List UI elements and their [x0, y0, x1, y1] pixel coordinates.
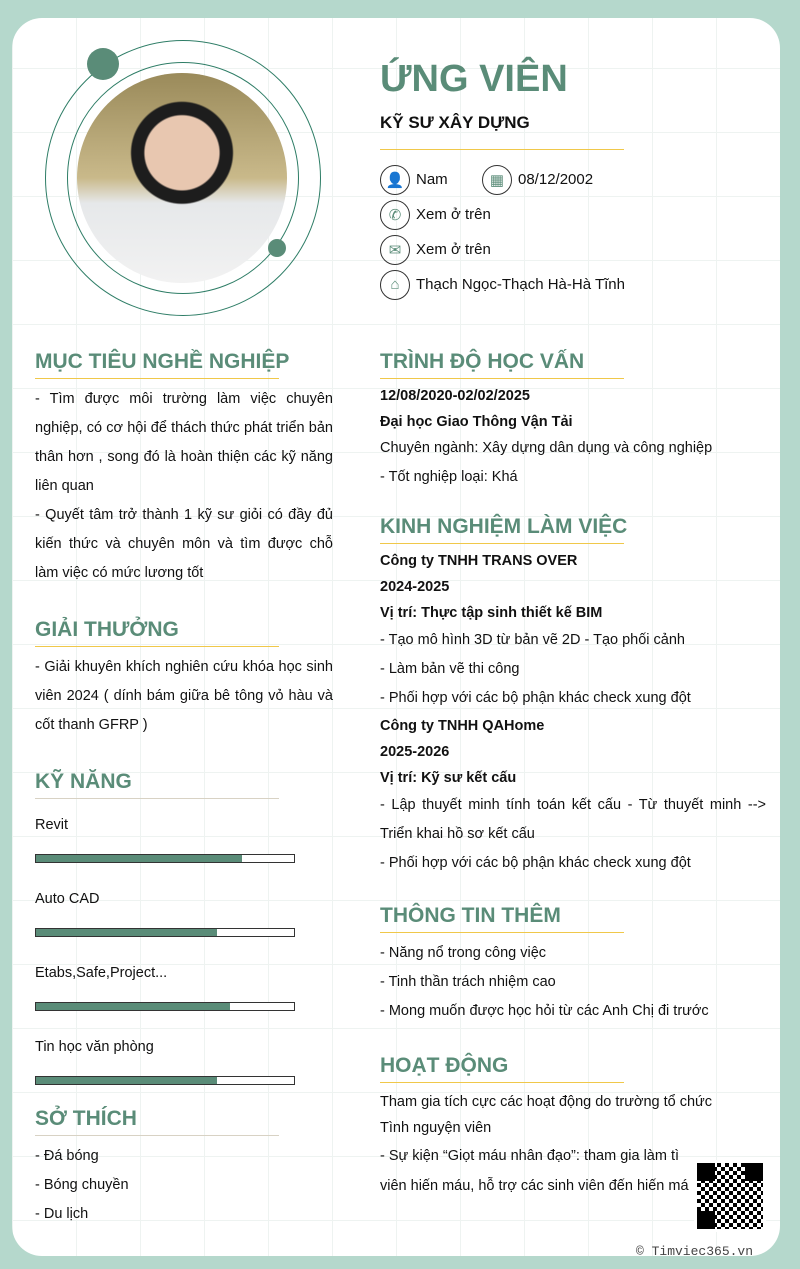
- skill-bar-fill: [36, 1077, 217, 1084]
- job-role: Vị trí: Kỹ sư kết cấu: [380, 770, 517, 786]
- avatar: [77, 73, 287, 283]
- objective-text: - Quyết tâm trở thành 1 kỹ sư giỏi có đầy đủ kiến thức và chuyên môn và tìm được chỗ làm việc có mức lương tốt: [35, 507, 333, 581]
- skill-bar-fill: [36, 1003, 230, 1010]
- experience-heading: KINH NGHIỆM LÀM VIỆC: [380, 515, 624, 544]
- skill-name: Etabs,Safe,Project...: [35, 965, 168, 981]
- objective-heading: MỤC TIÊU NGHỀ NGHIỆP: [35, 350, 279, 379]
- job-line: - Phối hợp với các bộ phận khác check xung đột: [380, 690, 691, 706]
- watermark: © Timviec365.vn: [636, 1244, 754, 1259]
- education-period: 12/08/2020-02/02/2025: [380, 388, 530, 404]
- activity-item: Tham gia tích cực các hoạt động do trường tổ chức: [380, 1094, 713, 1110]
- extra-item: - Năng nổ trong công việc: [380, 945, 547, 961]
- skill-bar-fill: [36, 855, 242, 862]
- hobby-item: - Du lịch: [35, 1206, 89, 1222]
- education-heading: TRÌNH ĐỘ HỌC VẤN: [380, 350, 624, 379]
- extra-heading: THÔNG TIN THÊM: [380, 904, 624, 933]
- hobby-item: - Đá bóng: [35, 1148, 99, 1164]
- phone: Xem ở trên: [416, 206, 491, 223]
- skills-heading: KỸ NĂNG: [35, 770, 279, 799]
- skill-bar-fill: [36, 929, 217, 936]
- skill-name: Auto CAD: [35, 891, 100, 907]
- job-period: 2024-2025: [380, 579, 450, 595]
- calendar-icon: ▦: [482, 165, 512, 195]
- education-school: Đại học Giao Thông Vận Tải: [380, 414, 573, 430]
- company: Công ty TNHH TRANS OVER: [380, 553, 578, 569]
- job-line: - Tạo mô hình 3D từ bản vẽ 2D - Tạo phối cảnh: [380, 632, 685, 648]
- education-major: Chuyên ngành: Xây dựng dân dụng và công nghiệp: [380, 440, 713, 456]
- skill-name: Revit: [35, 817, 69, 833]
- activities-heading: HOẠT ĐỘNG: [380, 1054, 624, 1083]
- mail-icon: ✉: [380, 235, 410, 265]
- address: Thạch Ngọc-Thạch Hà-Hà Tĩnh: [416, 276, 625, 293]
- skill-bar: [35, 1002, 295, 1011]
- decor-dot: [268, 239, 286, 257]
- job-title: KỸ SƯ XÂY DỰNG: [380, 113, 530, 132]
- job-line: - Làm bản vẽ thi công: [380, 661, 520, 677]
- activity-item: - Sự kiện “Giọt máu nhân đạo”: tham gia làm tì: [380, 1148, 680, 1164]
- job-line: - Lập thuyết minh tính toán kết cấu - Từ thuyết minh --> Triển khai hồ sơ kết cấu: [380, 797, 766, 842]
- extra-item: - Tinh thần trách nhiệm cao: [380, 974, 556, 990]
- home-icon: ⌂: [380, 270, 410, 300]
- hobbies-heading: SỞ THÍCH: [35, 1107, 279, 1136]
- qr-code[interactable]: [694, 1160, 766, 1232]
- objective-text: - Tìm được môi trường làm việc chuyên nghiệp, có cơ hội để thách thức phát triển bản thân hơn , song đó là hoàn thiện các kỹ năng liên quan: [35, 391, 333, 494]
- candidate-name: ỨNG VIÊN: [380, 58, 568, 100]
- user-icon: 👤: [380, 165, 410, 195]
- job-line: - Phối hợp với các bộ phận khác check xung đột: [380, 855, 691, 871]
- header-divider: [380, 149, 624, 150]
- cv-card: [12, 18, 780, 1256]
- email: Xem ở trên: [416, 241, 491, 258]
- birthday: 08/12/2002: [518, 171, 594, 188]
- skill-bar: [35, 1076, 295, 1085]
- gender: Nam: [416, 171, 448, 188]
- awards-heading: GIẢI THƯỞNG: [35, 618, 279, 647]
- company: Công ty TNHH QAHome: [380, 718, 545, 734]
- awards-text: - Giải khuyên khích nghiên cứu khóa học sinh viên 2024 ( dính bám giữa bê tông vỏ hàu và cốt thanh GFRP ): [35, 659, 333, 733]
- hobby-item: - Bóng chuyền: [35, 1177, 129, 1193]
- skill-bar: [35, 928, 295, 937]
- phone-icon: ✆: [380, 200, 410, 230]
- activity-item: viên hiến máu, hỗ trợ các sinh viên đến hiến má: [380, 1178, 689, 1194]
- skill-bar: [35, 854, 295, 863]
- activity-item: Tình nguyện viên: [380, 1120, 492, 1136]
- job-period: 2025-2026: [380, 744, 450, 760]
- decor-dot: [87, 48, 119, 80]
- extra-item: - Mong muốn được học hỏi từ các Anh Chị đi trước: [380, 1003, 709, 1019]
- job-role: Vị trí: Thực tập sinh thiết kế BIM: [380, 605, 603, 621]
- skill-name: Tin học văn phòng: [35, 1039, 154, 1055]
- education-grade: - Tốt nghiệp loại: Khá: [380, 469, 518, 485]
